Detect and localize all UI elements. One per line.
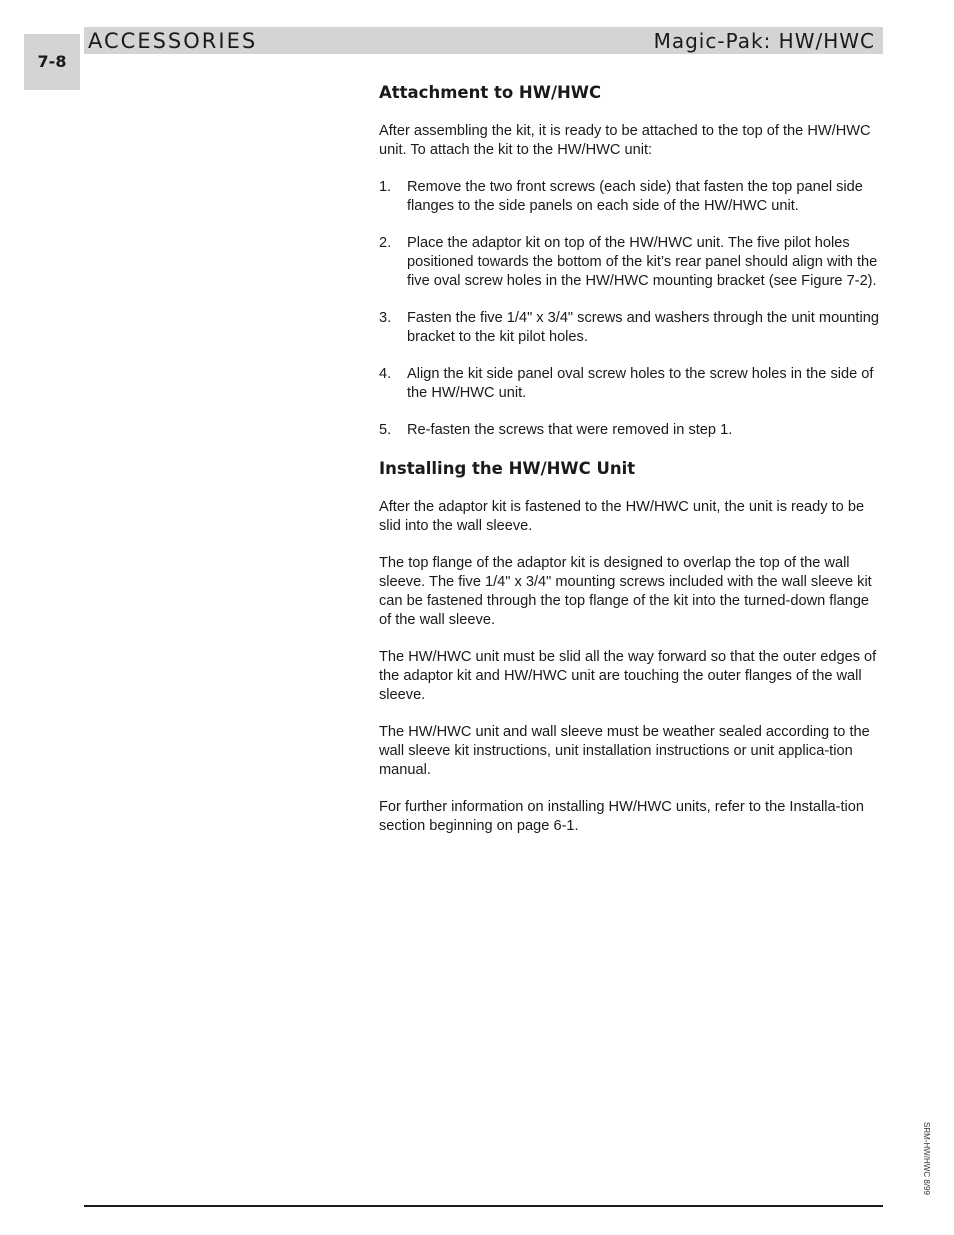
- install-paragraph: After the adaptor kit is fastened to the HW/HWC unit, the unit is ready to be slid into the wall sleeve.: [379, 499, 865, 534]
- step-number: 4.: [379, 366, 392, 382]
- step-number: 5.: [379, 422, 392, 438]
- attachment-intro: After assembling the kit, it is ready to be attached to the top of the HW/HWC unit. To attach the kit to the HW/HWC unit:: [379, 123, 871, 158]
- step-text: Remove the two front screws (each side) that fasten the top panel side flanges to the side panels on each side of the HW/HWC unit.: [407, 179, 863, 214]
- list-item: [379, 309, 885, 347]
- page-number-tab: [24, 34, 80, 90]
- section-title: ACCESSORIES: [88, 29, 258, 53]
- list-item: [379, 365, 885, 403]
- install-paragraph: The top flange of the adaptor kit is designed to overlap the top of the wall sleeve. The five 1/4" x 3/4" mounting screws included with the wall sleeve kit can be fastened through the top flange of the kit into the turned-down flange of the wall sleeve.: [379, 555, 872, 628]
- header-bar: [84, 27, 883, 54]
- install-paragraph: For further information on installing HW/HWC units, refer to the Installa-tion section beginning on page 6-1.: [379, 799, 865, 834]
- step-text: Fasten the five 1/4" x 3/4" screws and washers through the unit mounting bracket to the kit pilot holes.: [407, 310, 879, 345]
- step-number: 3.: [379, 310, 392, 326]
- step-text: Align the kit side panel oval screw holes to the screw holes in the side of the HW/HWC unit.: [407, 366, 874, 401]
- document-code: SRM-HW/HWC 8/99: [922, 1122, 931, 1195]
- list-item: [379, 234, 885, 291]
- attachment-steps: [379, 178, 885, 440]
- step-number: 1.: [379, 179, 392, 195]
- step-text: Re-fasten the screws that were removed in step 1.: [407, 422, 733, 438]
- page-number: 7-8: [37, 52, 67, 71]
- install-paragraph: The HW/HWC unit and wall sleeve must be weather sealed according to the wall sleeve kit instructions, unit installation instructions or unit applica-tion manual.: [379, 724, 870, 778]
- install-paragraph: The HW/HWC unit must be slid all the way forward so that the outer edges of the adaptor kit and HW/HWC unit are touching the outer flanges of the wall sleeve.: [379, 649, 877, 703]
- step-number: 2.: [379, 235, 392, 251]
- list-item: [379, 178, 885, 216]
- product-title: Magic-Pak: HW/HWC: [653, 29, 875, 53]
- step-text: Place the adaptor kit on top of the HW/HWC unit. The five pilot holes positioned towards the bottom of the kit’s rear panel should align with the five oval screw holes in the HW/HWC mounting bracket (see Figure 7-2).: [407, 235, 878, 289]
- footer-rule: [84, 1205, 883, 1207]
- list-item: [379, 421, 885, 440]
- main-content: [379, 82, 885, 854]
- section-heading-attachment: Attachment to HW/HWC: [379, 83, 602, 102]
- section-heading-installing: Installing the HW/HWC Unit: [379, 459, 636, 478]
